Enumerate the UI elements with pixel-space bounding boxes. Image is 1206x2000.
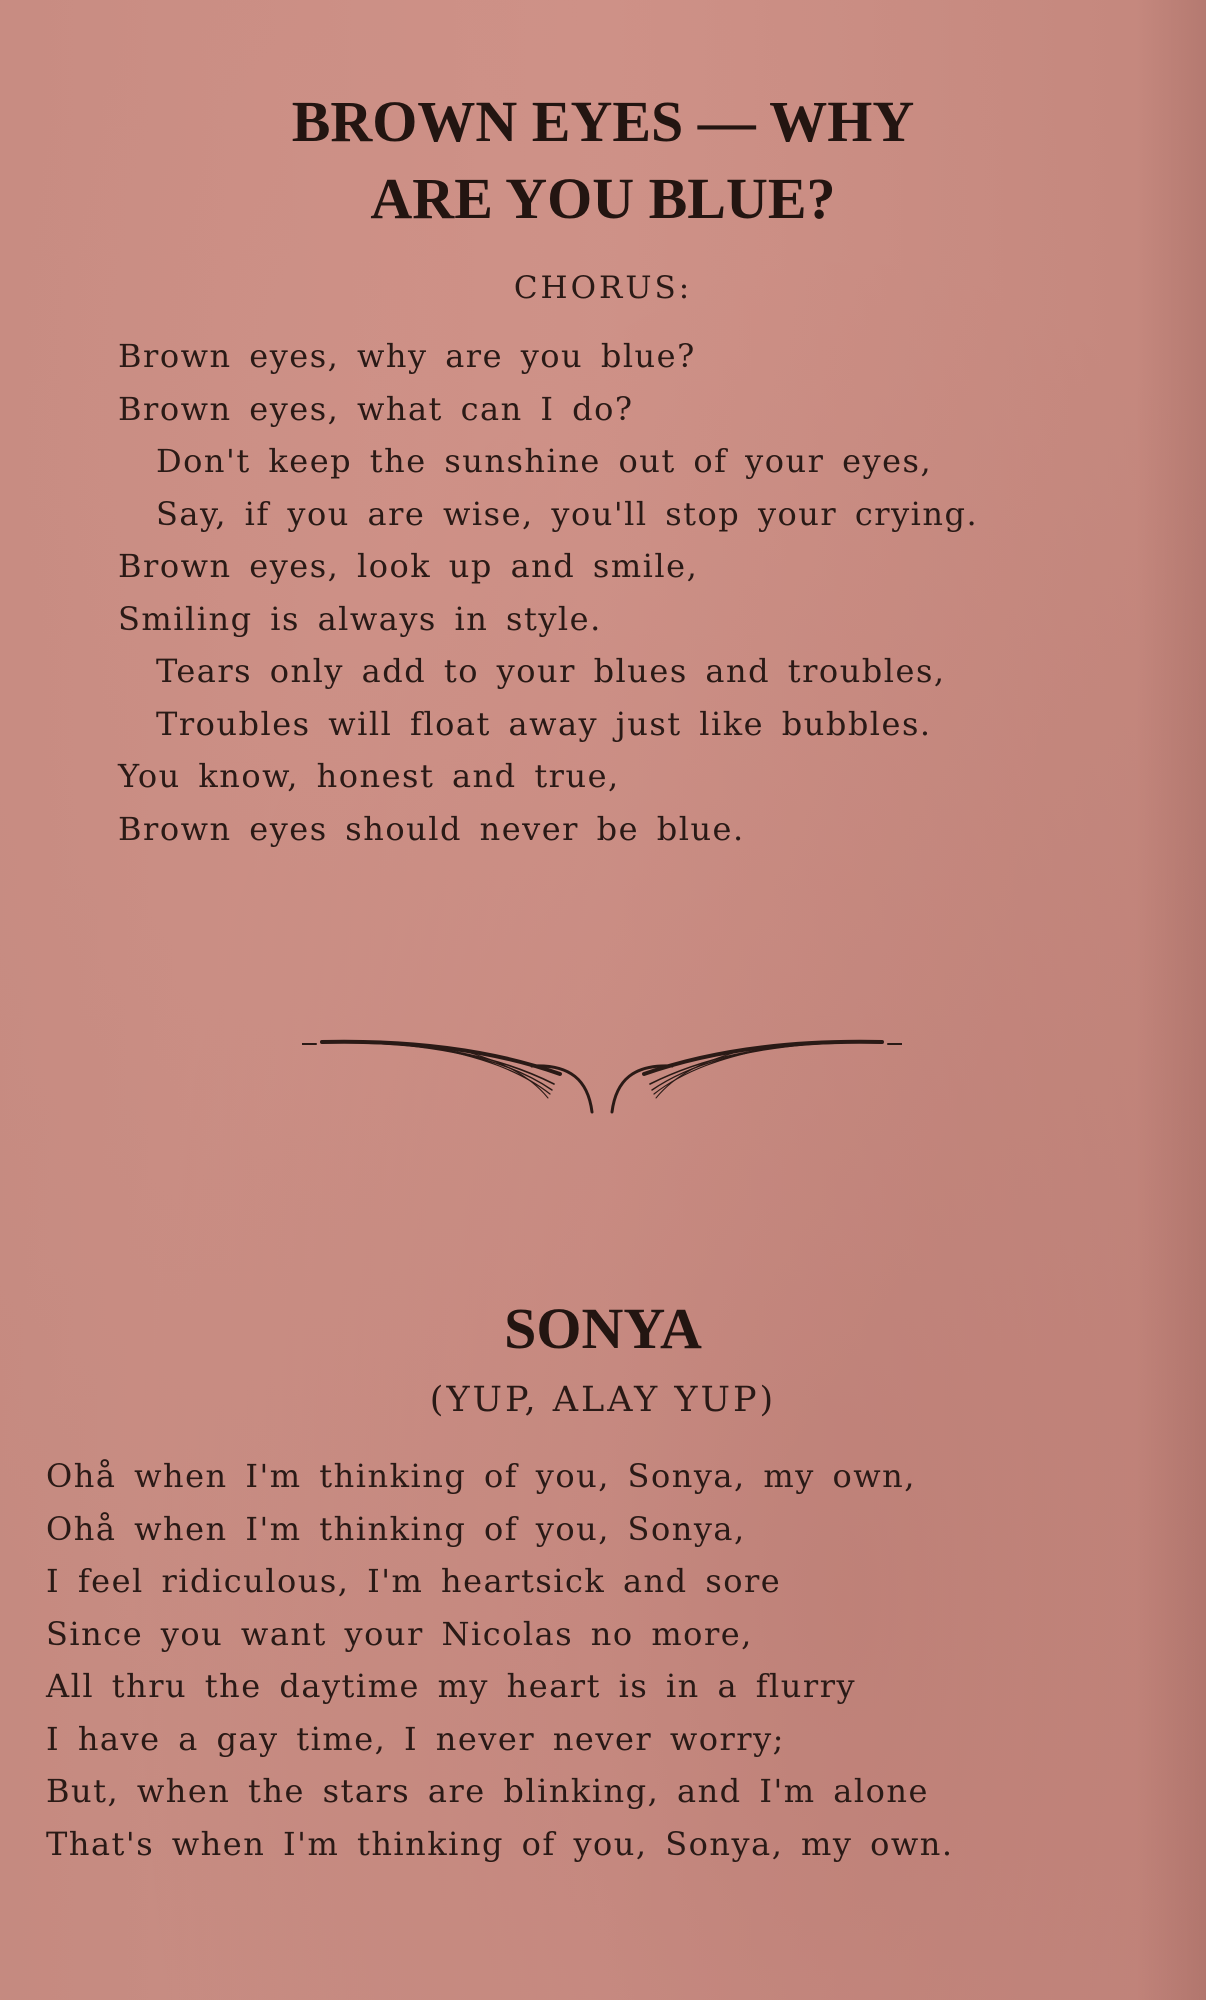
song1-lyrics (118, 330, 978, 855)
song1-title-line-1: BROWN EYES — WHY (291, 89, 915, 154)
lyric-line: Brown eyes, why are you blue? (118, 337, 696, 375)
lyric-line: All thru the daytime my heart is in a flurry (46, 1667, 857, 1705)
lyric-line: But, when the stars are blinking, and I'm alone (46, 1772, 929, 1810)
lyric-line: Brown eyes should never be blue. (118, 809, 745, 848)
lyric-line: Since you want your Nicolas no more, (46, 1614, 753, 1653)
song2-lyrics (46, 1450, 954, 1870)
song2-title: SONYA (504, 1296, 702, 1361)
lyric-line: Ohå when I'm thinking of you, Sonya, (46, 1509, 746, 1548)
lyric-line: Smiling is always in style. (118, 599, 602, 638)
lyric-line: That's when I'm thinking of you, Sonya, my own. (46, 1824, 954, 1863)
song2-subtitle: (YUP, ALAY YUP) (429, 1380, 777, 1420)
lyric-line: Don't keep the sunshine out of your eyes, (156, 442, 933, 480)
lyric-line: You know, honest and true, (118, 757, 620, 795)
lyric-line: I have a gay time, I never never worry; (46, 1719, 785, 1758)
lyric-line: Tears only add to your blues and troubles, (156, 652, 946, 690)
lyric-line: I feel ridiculous, I'm heartsick and sore (46, 1562, 782, 1600)
lyric-line: Ohå when I'm thinking of you, Sonya, my own, (46, 1457, 916, 1495)
lyric-line: Say, if you are wise, you'll stop your crying. (156, 494, 979, 533)
chorus-label: CHORUS: (513, 270, 693, 306)
song1-title-line-2: ARE YOU BLUE? (370, 166, 836, 231)
lyric-line: Troubles will float away just like bubbles. (156, 704, 932, 743)
flourish-divider-icon (302, 1028, 902, 1118)
lyric-line: Brown eyes, what can I do? (118, 389, 634, 428)
lyric-line: Brown eyes, look up and smile, (118, 547, 699, 585)
